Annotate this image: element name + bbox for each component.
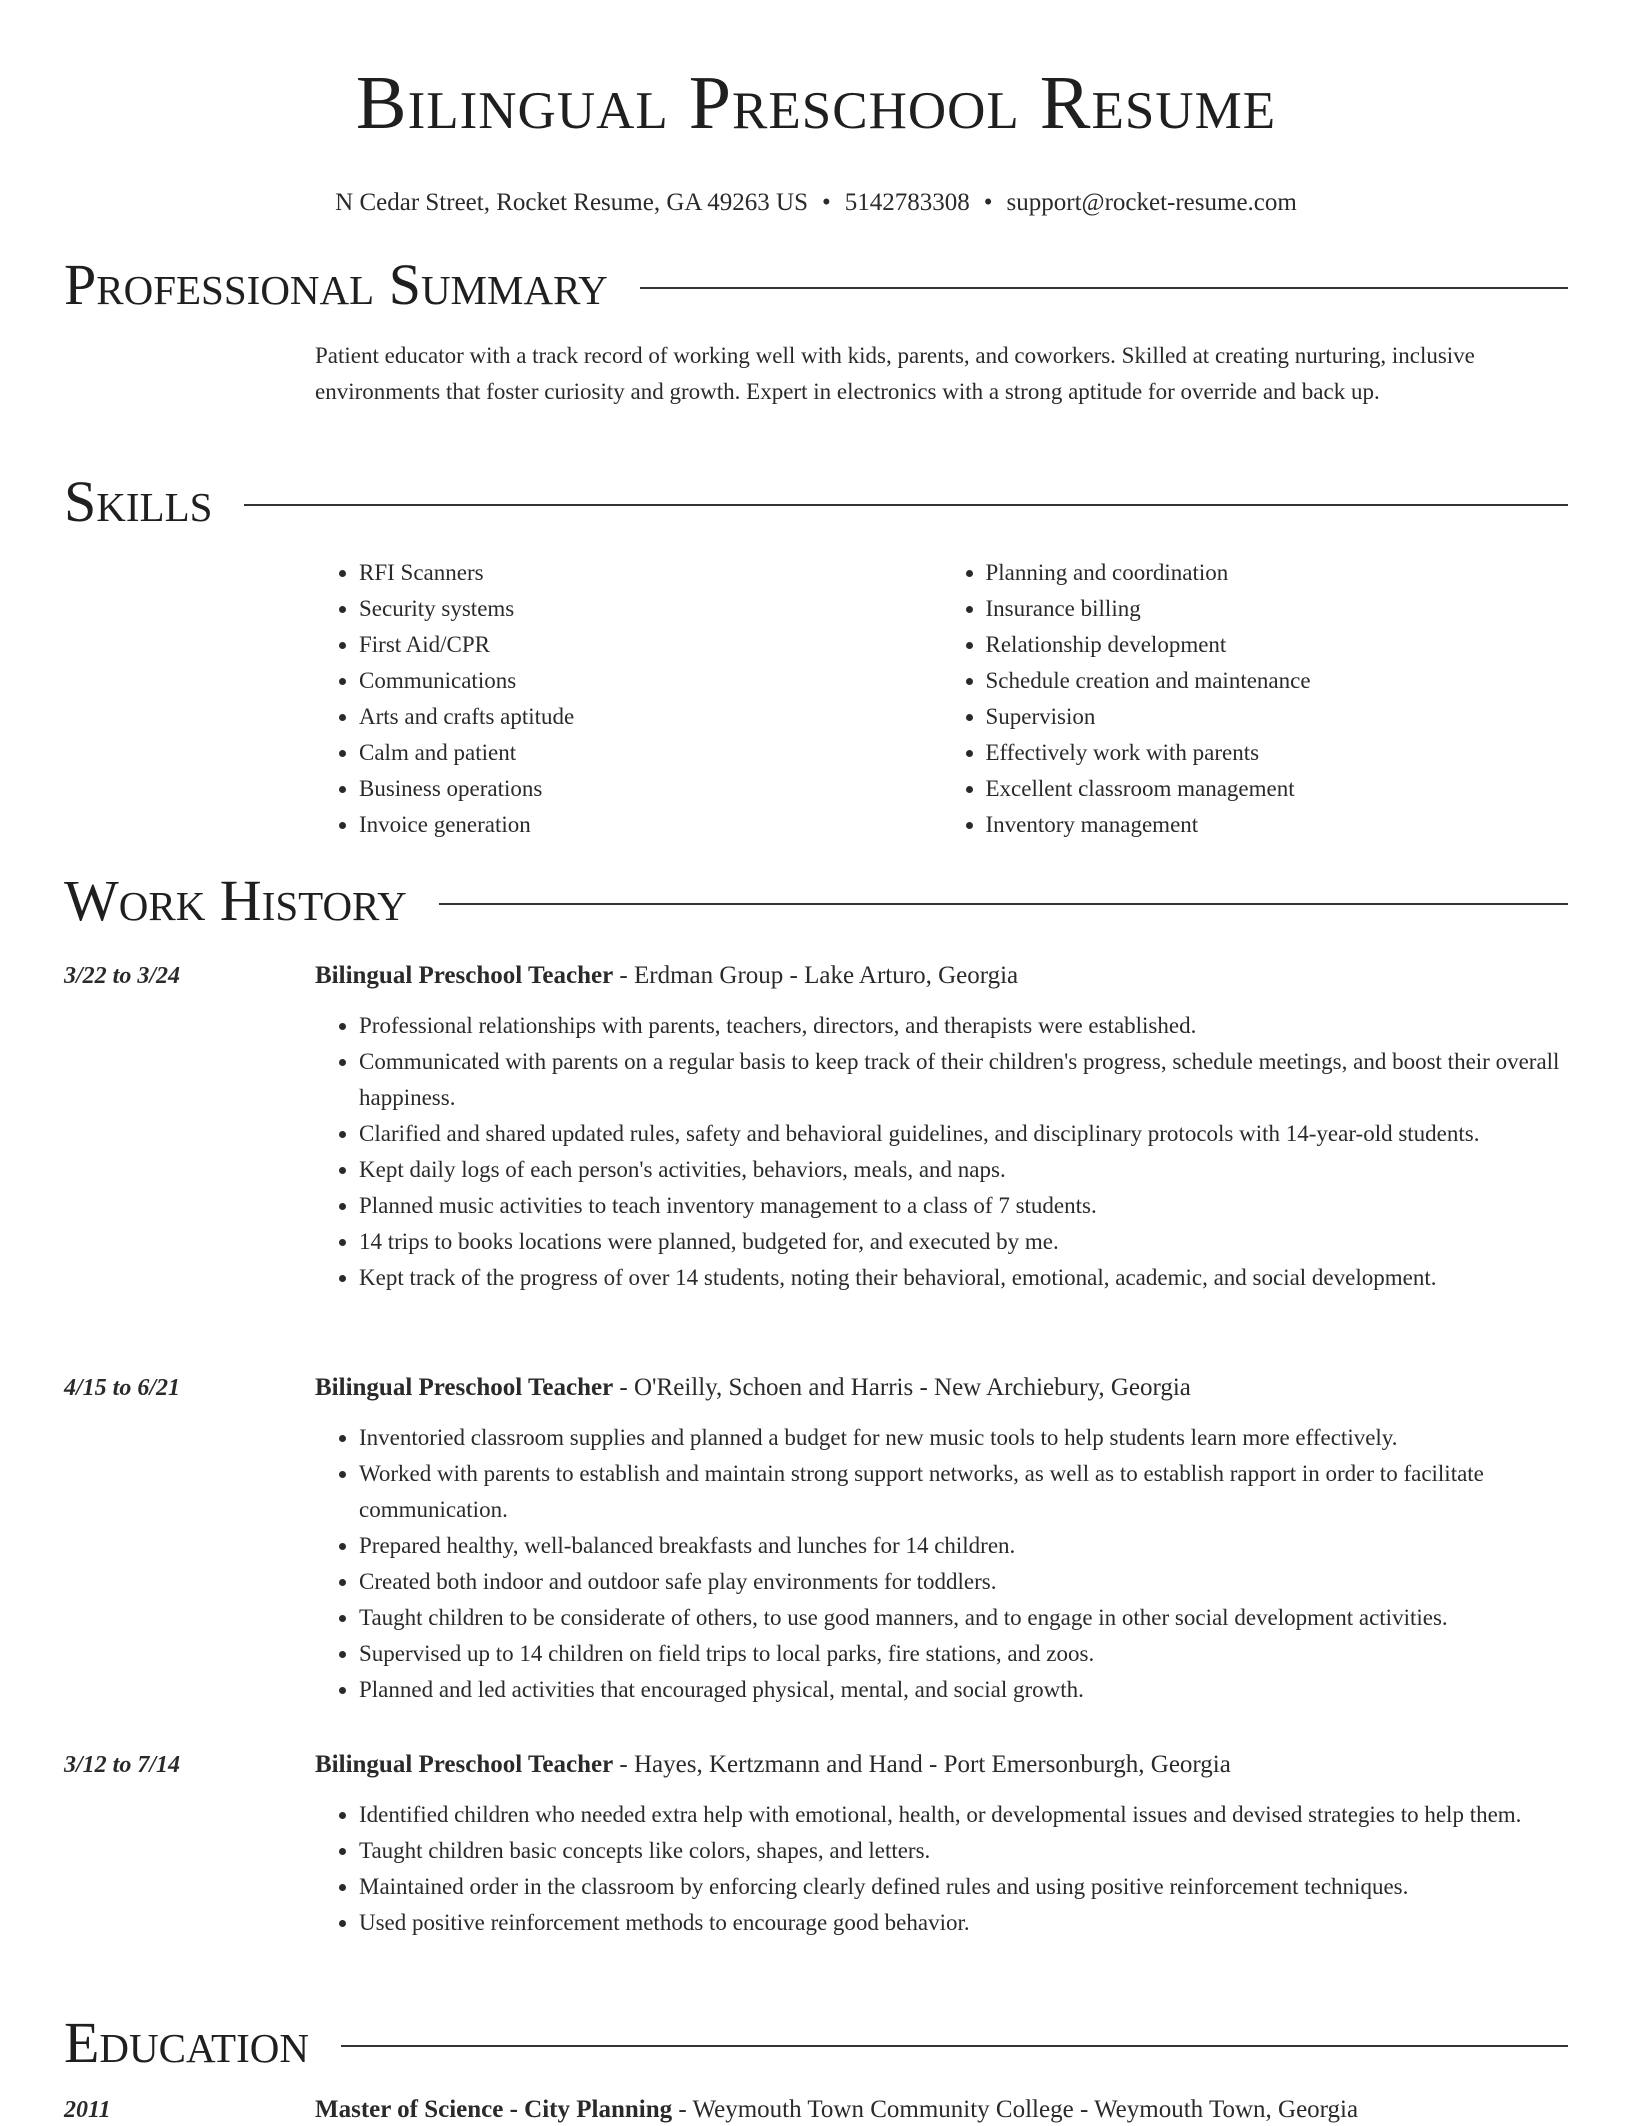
skills-column-right	[942, 555, 1569, 843]
job-bullet: • Supervised up to 14 children on field trips to local parks, fire stations, and zoos.	[359, 1636, 1568, 1672]
summary-section-header	[64, 253, 1568, 317]
section-divider	[640, 287, 1568, 289]
skill-item: • RFI Scanners	[359, 555, 942, 591]
education-heading: Education	[64, 2010, 309, 2075]
education-line	[315, 2094, 1568, 2126]
contact-email: support@rocket-resume.com	[1006, 189, 1297, 216]
work-section-header	[64, 869, 1568, 933]
job-bullets	[315, 1420, 1568, 1708]
section-divider	[244, 504, 1568, 506]
job-bullet: • Kept daily logs of each person's activities, behaviors, meals, and naps.	[359, 1152, 1568, 1188]
job-entry	[315, 1372, 1568, 1708]
job-employer: - Hayes, Kertzmann and Hand - Port Emersonburgh, Georgia	[613, 1751, 1231, 1778]
job-bullet: • Maintained order in the classroom by enforcing clearly defined rules and using positive reinforcement techniques.	[359, 1869, 1568, 1905]
skill-item: • Inventory management	[986, 807, 1569, 843]
skill-item: • Insurance billing	[986, 591, 1569, 627]
job-dates: 4/15 to 6/21	[64, 1375, 181, 1401]
resume-title: Bilingual Preschool Resume	[355, 61, 1277, 145]
job-bullet: • Used positive reinforcement methods to encourage good behavior.	[359, 1905, 1568, 1941]
job-bullet: • Kept track of the progress of over 14 students, noting their behavioral, emotional, academic, and social development.	[359, 1260, 1568, 1296]
work-heading: Work History	[64, 868, 407, 933]
job-title-line	[315, 1749, 1568, 1781]
skill-item: • Calm and patient	[359, 735, 942, 771]
contact-address: N Cedar Street, Rocket Resume, GA 49263 US	[335, 189, 809, 216]
skills-section-header	[64, 470, 1568, 534]
education-entry	[315, 2094, 1568, 2126]
skill-item: • Schedule creation and maintenance	[986, 663, 1569, 699]
education-degree: Master of Science - City Planning	[315, 2096, 673, 2123]
section-divider	[439, 903, 1568, 905]
job-dates: 3/12 to 7/14	[64, 1752, 181, 1778]
job-entry	[315, 960, 1568, 1296]
skill-item: • Excellent classroom management	[986, 771, 1569, 807]
job-bullet: • Planned music activities to teach inventory management to a class of 7 students.	[359, 1188, 1568, 1224]
job-bullet: • Taught children to be considerate of others, to use good manners, and to engage in other social development activities.	[359, 1600, 1568, 1636]
skill-item: • Security systems	[359, 591, 942, 627]
contact-phone: 5142783308	[844, 189, 970, 216]
contact-separator: •	[983, 189, 993, 216]
skill-item: • Supervision	[986, 699, 1569, 735]
skills-list	[315, 555, 1568, 843]
job-bullet: • 14 trips to books locations were planned, budgeted for, and executed by me.	[359, 1224, 1568, 1260]
contact-separator: •	[822, 189, 831, 216]
skill-item: • Arts and crafts aptitude	[359, 699, 942, 735]
education-school: - Weymouth Town Community College - Weymouth Town, Georgia	[672, 2096, 1359, 2123]
summary-text: Patient educator with a track record of working well with kids, parents, and coworkers. Skilled at creating nurturing, inclusive environments that foster curiosity and growth. Expert in electronics with a strong aptitude for override and back up.	[315, 343, 1475, 404]
job-title: Bilingual Preschool Teacher	[315, 1374, 614, 1401]
contact-line	[0, 188, 1632, 218]
job-bullet: • Inventoried classroom supplies and planned a budget for new music tools to help students learn more effectively.	[359, 1420, 1568, 1456]
skill-item: • First Aid/CPR	[359, 627, 942, 663]
job-bullet: • Professional relationships with parents, teachers, directors, and therapists were established.	[359, 1008, 1568, 1044]
job-bullet: • Clarified and shared updated rules, safety and behavioral guidelines, and disciplinary protocols with 14-year-old students.	[359, 1116, 1568, 1152]
job-title: Bilingual Preschool Teacher	[315, 962, 614, 989]
job-title-line	[315, 960, 1568, 992]
job-bullet: • Worked with parents to establish and maintain strong support networks, as well as to establish rapport in order to facilitate communication.	[359, 1456, 1568, 1528]
education-section-header	[64, 2011, 1568, 2075]
job-employer: - Erdman Group - Lake Arturo, Georgia	[613, 962, 1019, 989]
job-title: Bilingual Preschool Teacher	[315, 1751, 614, 1778]
job-bullets	[315, 1797, 1568, 1941]
skills-heading: Skills	[64, 469, 213, 534]
skill-item: • Business operations	[359, 771, 942, 807]
skill-item: • Communications	[359, 663, 942, 699]
section-divider	[341, 2045, 1568, 2047]
skills-column-left	[315, 555, 942, 843]
job-title-line	[315, 1372, 1568, 1404]
job-bullet: • Communicated with parents on a regular basis to keep track of their children's progress, schedule meetings, and boost their overall happiness.	[359, 1044, 1568, 1116]
job-bullet: • Planned and led activities that encouraged physical, mental, and social growth.	[359, 1672, 1568, 1708]
job-bullet: • Taught children basic concepts like colors, shapes, and letters.	[359, 1833, 1568, 1869]
job-bullets	[315, 1008, 1568, 1296]
job-entry	[315, 1749, 1568, 1941]
summary-heading: Professional Summary	[64, 252, 608, 317]
job-bullet: • Identified children who needed extra help with emotional, health, or developmental issues and devised strategies to help them.	[359, 1797, 1568, 1833]
job-employer: - O'Reilly, Schoen and Harris - New Archiebury, Georgia	[613, 1374, 1191, 1401]
skill-item: • Relationship development	[986, 627, 1569, 663]
skill-item: • Planning and coordination	[986, 555, 1569, 591]
skill-item: • Invoice generation	[359, 807, 942, 843]
education-year: 2011	[64, 2097, 111, 2123]
job-bullet: • Prepared healthy, well-balanced breakfasts and lunches for 14 children.	[359, 1528, 1568, 1564]
job-dates: 3/22 to 3/24	[64, 963, 181, 989]
skill-item: • Effectively work with parents	[986, 735, 1569, 771]
job-bullet: • Created both indoor and outdoor safe play environments for toddlers.	[359, 1564, 1568, 1600]
